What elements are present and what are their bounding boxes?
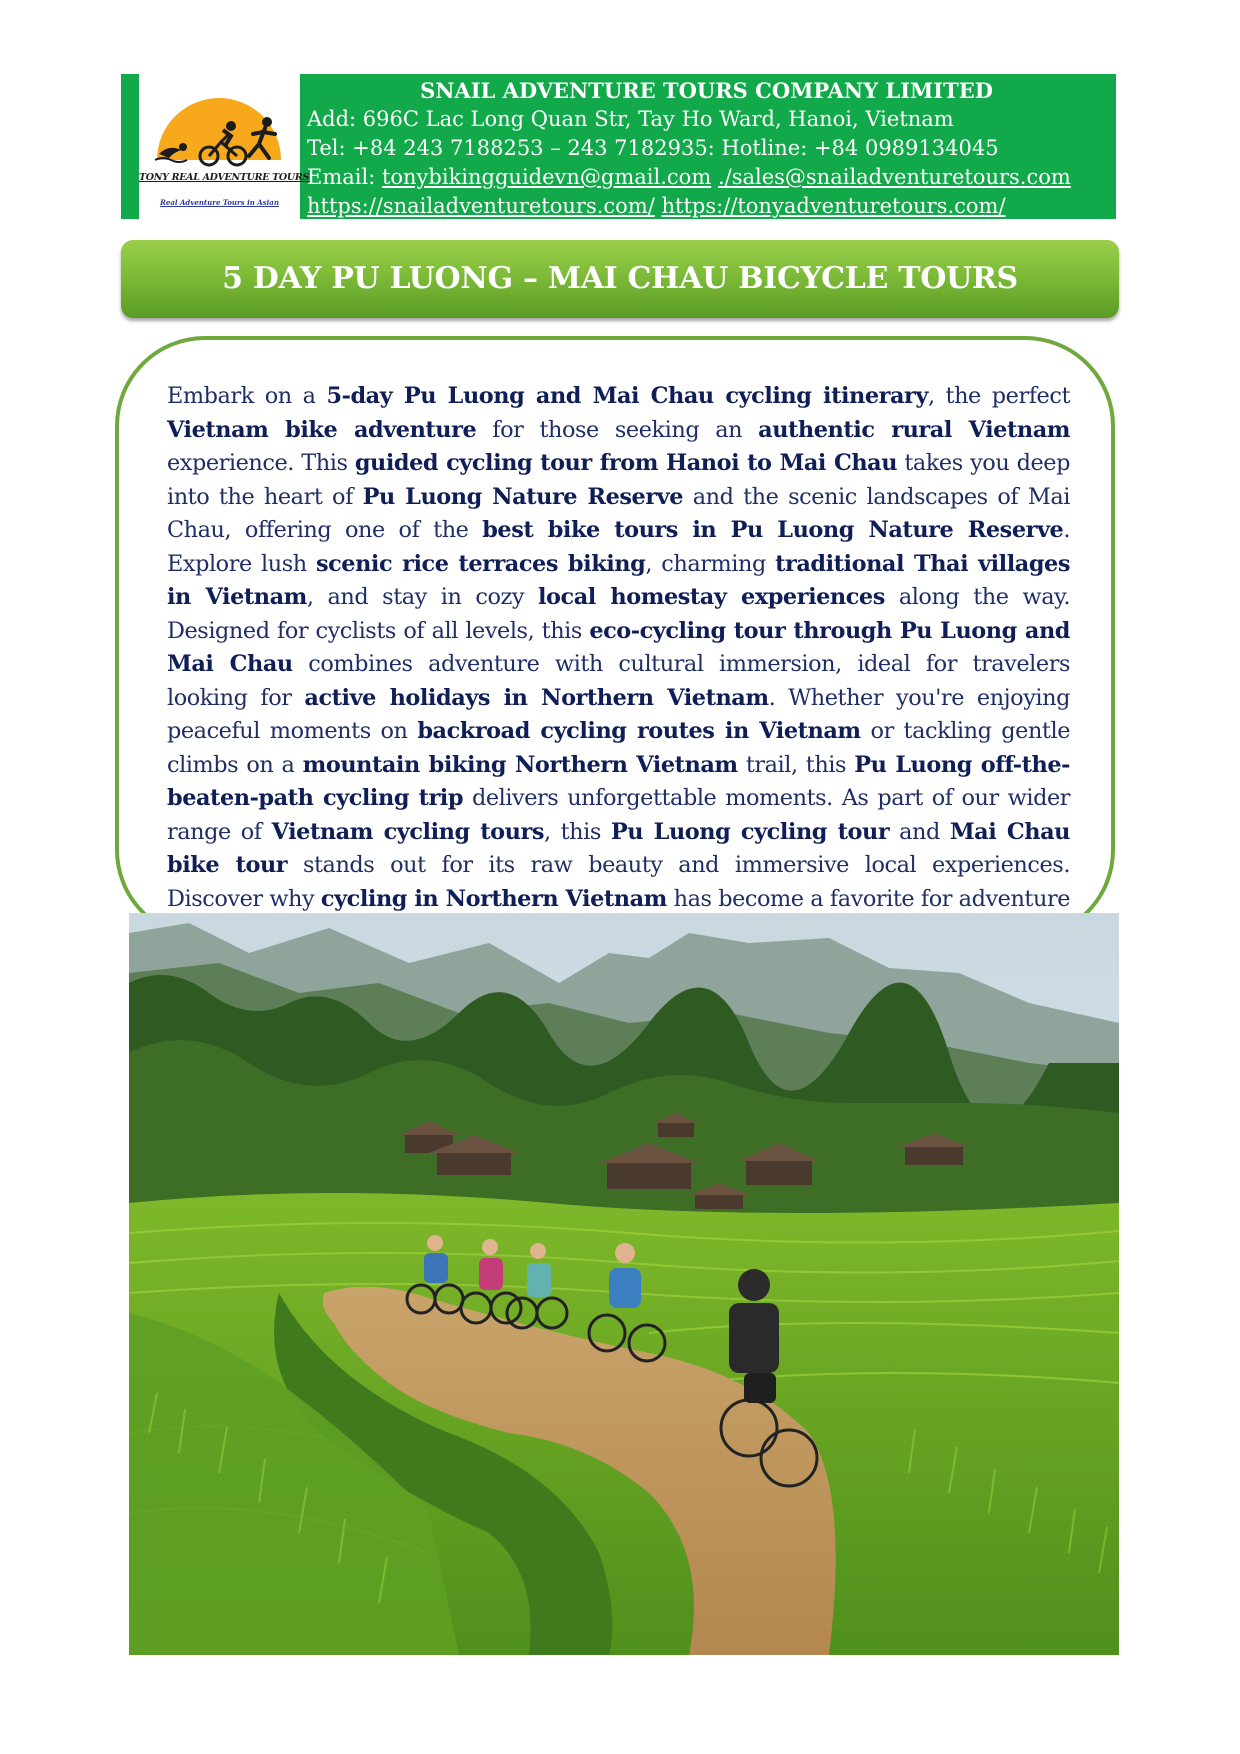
intro-text-run: takes you deep into the heart of — [167, 450, 1070, 510]
cyclists-rice-terraces-photo — [129, 913, 1119, 1655]
intro-text-run: and the scenic landscapes of Mai Chau, offering one of the — [167, 483, 1070, 543]
letterhead — [121, 74, 1116, 219]
intro-card — [115, 336, 1115, 940]
intro-keyword: cycling in Northern Vietnam — [320, 885, 667, 912]
cyclists-logo-icon — [139, 74, 310, 204]
intro-keyword: traditional Thai villages in Vietnam — [167, 550, 1071, 610]
company-name: SNAIL ADVENTURE TOURS COMPANY LIMITED — [420, 78, 993, 103]
intro-text-run: . Explore lush — [167, 517, 1070, 577]
landscape-illustration — [129, 913, 1119, 1655]
company-address: Add: 696C Lac Long Quan Str, Tay Ho Ward, Hanoi, Vietnam — [307, 107, 954, 131]
intro-text-run: trail, this — [737, 751, 855, 778]
intro-keyword: active holidays in Northern Vietnam — [304, 684, 769, 711]
intro-text-run: delivers unforgettable moments. As part of our wider range of — [167, 785, 1071, 845]
logo-name: TONY REAL ADVENTURE TOURS — [139, 172, 310, 183]
email-link-2[interactable]: ./sales@snailadventuretours.com — [717, 165, 1071, 189]
intro-text-run: or tackling gentle climbs on a — [167, 718, 1070, 778]
website-link-2[interactable]: https://tonyadventuretours.com/ — [661, 194, 1006, 218]
intro-text-run: and — [889, 818, 950, 845]
tour-title-banner — [121, 240, 1119, 318]
intro-keyword: Pu Luong Nature Reserve — [362, 483, 684, 510]
intro-keyword: eco-cycling tour through Pu Luong and Mai Chau — [167, 617, 1070, 677]
intro-keyword: backroad cycling routes in Vietnam — [417, 718, 861, 744]
intro-keyword: best bike tours in Pu Luong Nature Reserve — [482, 517, 1064, 543]
intro-keyword: scenic rice terraces biking — [315, 550, 646, 577]
intro-keyword: Pu Luong off-the-beaten-path cycling trip — [167, 751, 1070, 811]
intro-keyword: authentic rural Vietnam — [758, 416, 1070, 443]
intro-text-run: , charming — [645, 550, 776, 577]
company-email-line — [307, 163, 1106, 192]
email-link-1[interactable]: tonybikingguidevn@gmail.com — [381, 165, 712, 189]
intro-text-run: along the way. Designed for cyclists of all levels, this — [167, 584, 1070, 644]
email-label: Email: — [307, 165, 382, 189]
intro-text-run: experience. This — [167, 450, 355, 476]
intro-text-run: . Whether you're enjoying peaceful moments on — [167, 684, 1070, 744]
intro-keyword: Pu Luong cycling tour — [610, 818, 890, 845]
intro-keyword: Vietnam cycling tours — [271, 818, 544, 845]
company-info — [307, 76, 1106, 221]
intro-text-run: has become a favorite for adventure — [673, 885, 1070, 912]
email-separator — [711, 165, 718, 189]
intro-text-run: , the perfect — [927, 383, 1070, 409]
intro-paragraph — [167, 380, 1070, 950]
intro-text-run: , this — [544, 818, 611, 845]
intro-keyword: guided cycling tour from Hanoi to Mai Chau — [354, 450, 898, 476]
tour-title: 5 DAY PU LUONG – MAI CHAU BICYCLE TOURS — [222, 261, 1018, 296]
intro-text-run: Embark on a — [167, 383, 327, 409]
intro-text-run: combines adventure with cultural immersion, ideal for travelers looking for — [167, 651, 1070, 711]
intro-keyword: mountain biking Northern Vietnam — [302, 751, 738, 778]
company-websites — [307, 192, 1106, 221]
logo-tagline: Real Adventure Tours in Asian — [160, 198, 279, 207]
intro-keyword: 5-day Pu Luong and Mai Chau cycling itinerary — [326, 383, 928, 409]
website-link-1[interactable]: https://snailadventuretours.com/ — [307, 194, 655, 218]
intro-text-run: for those seeking an — [476, 416, 759, 443]
intro-text-run: stands out for its raw beauty and immersive local experiences. Discover why — [167, 852, 1070, 912]
company-phone: Tel: +84 243 7188253 – 243 7182935: Hotline: +84 0989134045 — [307, 136, 999, 160]
company-logo — [139, 74, 310, 219]
intro-keyword: Mai Chau bike tour — [167, 818, 1070, 878]
intro-keyword: local homestay experiences — [537, 584, 885, 610]
intro-text-run: , and stay in cozy — [306, 584, 538, 610]
intro-keyword: Vietnam bike adventure — [167, 416, 477, 443]
